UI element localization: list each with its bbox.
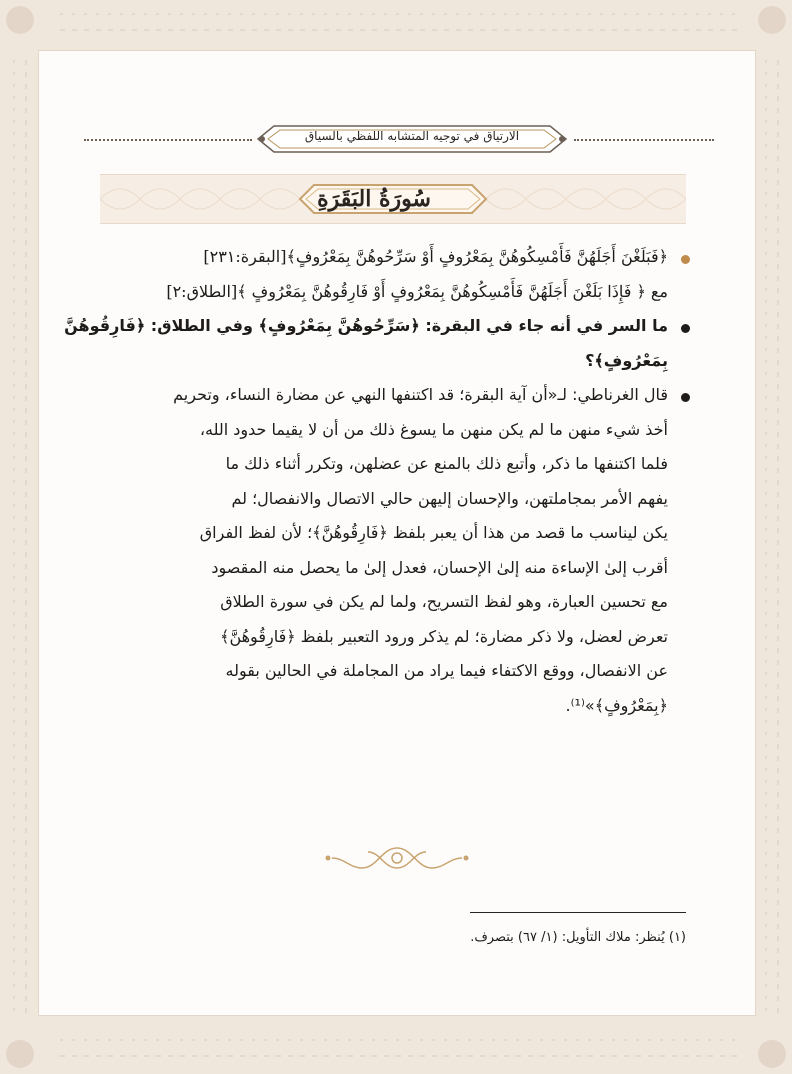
list-item: [98, 378, 690, 723]
footnote: (١) يُنظر: ملاك التأويل: (١/ ٦٧) بتصرف.: [470, 930, 686, 945]
bullet-icon: [681, 393, 690, 402]
list-item: [64, 309, 690, 378]
quote-line: تعرض لعضل، ولا ذكر مضارة؛ لم يذكر ورود التعبير بلفظ ﴿فَارِقُوهُنَّ﴾: [220, 626, 668, 646]
sura-title: سُورَةُ البَقَرَةِ: [317, 186, 431, 212]
bullet-icon: [681, 255, 690, 264]
quote-line: أخذ شيء منهن ما لم يكن منهن ما يسوغ ذلك من أن لا يقيما حدود الله،: [199, 419, 668, 439]
running-header: [84, 120, 714, 160]
quote-line: أقرب إلىٰ الإساءة منه إلىٰ الإحسان، فعدل إلىٰ ما يحصل منه المقصود: [211, 557, 668, 577]
quote-line: فلما اكتنفها ما ذكر، وأتبع ذلك بالمنع عن عضلهن، وتكرر أثناء ذلك ما: [225, 454, 668, 473]
footnote-rule: [470, 912, 686, 913]
verse-line: مع ﴿ فَإِذَا بَلَغْنَ أَجَلَهُنَّ فَأَمْسِكُوهُنَّ بِمَعْرُوفٍ أَوْ فَارِقُوهُنَّ بِمَعْرُوفٍ ﴾[الطلاق:٢]: [166, 281, 668, 301]
verse-line: ﴿فَبَلَغْنَ أَجَلَهُنَّ فَأَمْسِكُوهُنَّ بِمَعْرُوفٍ أَوْ سَرِّحُوهُنَّ بِمَعْرُوفٍ﴾[البقرة:٢٣١]: [203, 247, 668, 266]
body-text: [64, 240, 690, 723]
quote-line: ﴿بِمَعْرُوفٍ﴾»⁽¹⁾.: [565, 695, 668, 715]
quote-line: يفهم الأمر بمجاملتهن، والإحسان إليهن حالي الاتصال والانفصال؛ لم: [231, 488, 668, 508]
list-item: [98, 240, 690, 309]
header-dotted-rule-left: [84, 139, 252, 141]
question-line: ما السر في أنه جاء في البقرة: ﴿سَرِّحُوهُنَّ بِمَعْرُوفٍ﴾ وفي الطلاق: ﴿فَارِقُوهُنَّ: [64, 316, 668, 335]
bullet-icon: [681, 324, 690, 333]
quote-line: مع تحسين العبارة، وهو لفظ التسريح، ولما لم يكن في سورة الطلاق: [220, 592, 668, 611]
ornamental-divider-icon: [322, 838, 472, 878]
quote-line: يكن ليناسب ما قصد من هذا أن يعبر بلفظ ﴿فَارِقُوهُنَّ﴾؛ لأن لفظ الفراق: [199, 523, 668, 542]
question-line: بِمَعْرُوفٍ﴾؟: [585, 350, 668, 370]
quote-line: قال الغرناطي: لـ«أن آية البقرة؛ قد اكتنفها النهي عن مضارة النساء، وتحريم: [173, 385, 668, 404]
header-dotted-rule-right: [574, 139, 714, 141]
quote-line: عن الانفصال، ووقع الاكتفاء فيما يراد من المجاملة في الحالين بقوله: [225, 661, 668, 680]
running-title: الارتياق في توجيه المتشابه اللفظي بالسياق: [304, 129, 520, 143]
